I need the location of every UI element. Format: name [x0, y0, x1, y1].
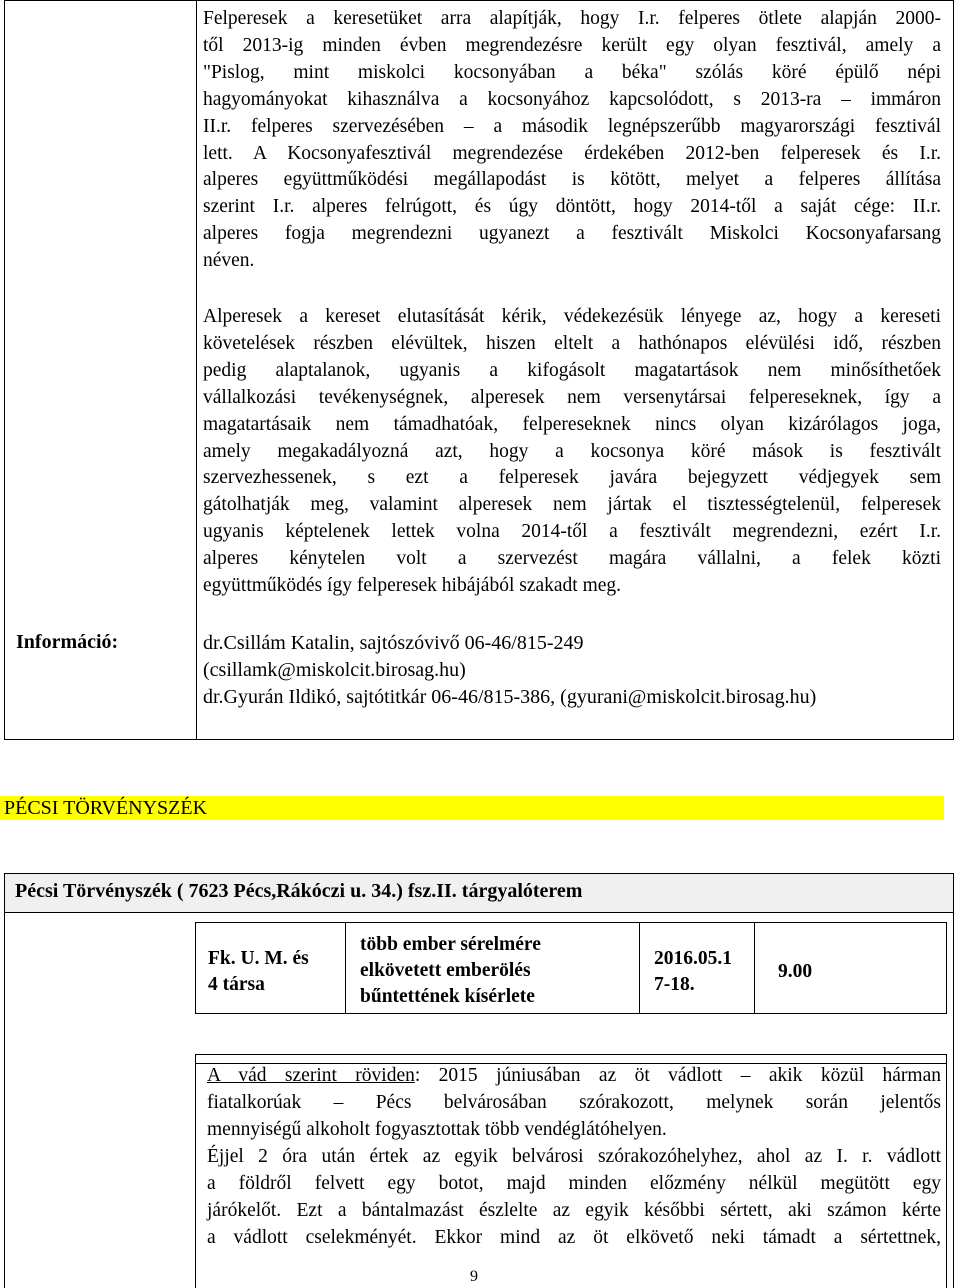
info-label: Információ: — [16, 631, 119, 653]
text-line: gátolhatják meg, valamint alperesek nem jártak el tisztességtelenül, felperesek — [203, 494, 941, 516]
column-divider — [196, 1, 197, 739]
defendant-name: Fk. U. M. és — [208, 948, 309, 969]
text-line: amely megakadályozná azt, hogy a kocsonya köré mások is fesztivált — [203, 440, 941, 462]
text-line: ugyanis képtelenek lettek volna 2014-től a fesztivált megrendezni, ezért I.r. — [203, 521, 941, 543]
press-contact-1-email[interactable]: (csillamk@miskolcit.birosag.hu) — [203, 659, 466, 681]
text-line: Éjjel 2 óra után értek az egyik belvárosi szórakozóhelyhez, ahol az I. r. vádlott — [207, 1146, 941, 1167]
charge-line: több ember sérelmére — [360, 934, 541, 955]
cell-divider — [639, 923, 640, 1013]
press-contact-2[interactable]: dr.Gyurán Ildikó, sajtótitkár 06-46/815-386, (gyurani@miskolcit.birosag.hu) — [203, 686, 817, 708]
date-cell — [654, 946, 732, 998]
text-line: lett. A Kocsonyafesztivál megrendezése érdekében 2012-ben felperesek és I.r. — [203, 142, 941, 164]
hearing-date: 2016.05.1 — [654, 948, 732, 969]
text-line: II.r. felperes szervezésében – a második legnépszerűbb magyarországi fesztivál — [203, 115, 941, 137]
text-line: követelések részben elévültek, hiszen eltelt a hathónapos elévülési idő, részben — [203, 332, 941, 354]
indictment-first-line: : 2015 júniusában az öt vádlott – akik közül hárman — [414, 1065, 941, 1086]
hearing-time: 9.00 — [778, 961, 813, 982]
text-line: szervezhessenek, s ezt a felperesek javára bejegyzett védjegyek sem — [203, 467, 941, 489]
text-line: Felperesek a keresetüket arra alapítják, hogy I.r. felperes ötlete alapján 2000- — [203, 8, 941, 29]
charge-line: elkövetett emberölés — [360, 960, 531, 981]
text-line: alperes fogja megrendezni ugyanezt a fesztivált Miskolci Kocsonyafarsang — [203, 223, 941, 245]
text-line: mennyiségű alkoholt fogyasztottak több vendéglátóhelyen. — [207, 1119, 667, 1140]
hearing-date-end: 7-18. — [654, 974, 695, 995]
text-line: Alperesek a kereset elutasítását kérik, védekezésük lényege az, hogy a kereseti — [203, 306, 941, 327]
text-line: néven. — [203, 250, 255, 272]
cell-divider — [345, 923, 346, 1013]
courtroom-title: Pécsi Törvényszék ( 7623 Pécs,Rákóczi u. 34.) fsz.II. tárgyalóterem — [4, 873, 954, 913]
defendant-response-paragraph — [203, 304, 941, 600]
text-line: a vádlott cselekményét. Ekkor mind az öt elkövető neki támadt a sértettnek, — [207, 1227, 941, 1248]
text-line — [207, 1062, 941, 1089]
text-line: szerint I.r. alperes felrúgott, és úgy döntött, hogy 2014-től a saját cége: II.r. — [203, 196, 941, 218]
defendant-cell — [208, 946, 309, 998]
charge-line: bűntettének kísérlete — [360, 986, 535, 1007]
text-line: alperes kénytelen volt a szervezést magára vállalni, a felek közti — [203, 548, 941, 570]
text-line: járókelőt. Ezt a bántalmazást észlelte az egyik későbbi sértett, aki számon kérte — [207, 1200, 941, 1221]
text-line: "Pislog, mint miskolci kocsonyában a béka" szólás köré épülő népi — [203, 61, 941, 83]
court-heading: PÉCSI TÖRVÉNYSZÉK — [0, 796, 944, 820]
indictment-summary — [207, 1062, 941, 1251]
text-line: magatartásaik nem támadhatóak, felpereseknek nincs olyan kizárólagos joga, — [203, 413, 941, 435]
text-line: től 2013-ig minden évben megrendezésre került egy olyan fesztivál, amely a — [203, 34, 941, 56]
text-line: hagyományokat kihasználva a kocsonyához kapcsolódott, s 2013-ra – immáron — [203, 88, 941, 110]
charge-cell — [360, 932, 541, 1010]
plaintiff-claim-paragraph — [203, 6, 941, 275]
page-number: 9 — [470, 1268, 478, 1285]
text-line: a földről felvett egy botot, majd minden előzmény nélkül megütött egy — [207, 1173, 941, 1194]
cell-divider — [754, 923, 755, 1013]
press-contact-1: dr.Csillám Katalin, sajtószóvivő 06-46/815-249 — [203, 632, 584, 654]
text-line: fiatalkorúak – Pécs belvárosában szórakozott, melynek során jelentős — [207, 1092, 941, 1113]
text-line: pedig alaptalanok, ugyanis a kifogásolt magatartások nem minősíthetőek — [203, 359, 941, 381]
text-line: együttműködés így felperesek hibájából szakadt meg. — [203, 575, 622, 597]
text-line: alperes együttműködési megállapodást is kötött, melyet a felperes állítása — [203, 169, 941, 191]
defendant-count: 4 társa — [208, 974, 265, 995]
indictment-heading: A vád szerint röviden — [207, 1065, 415, 1086]
text-line: vállalkozási tevékenységnek, alperesek nem versenytársai felpereseknek, így a — [203, 386, 941, 408]
